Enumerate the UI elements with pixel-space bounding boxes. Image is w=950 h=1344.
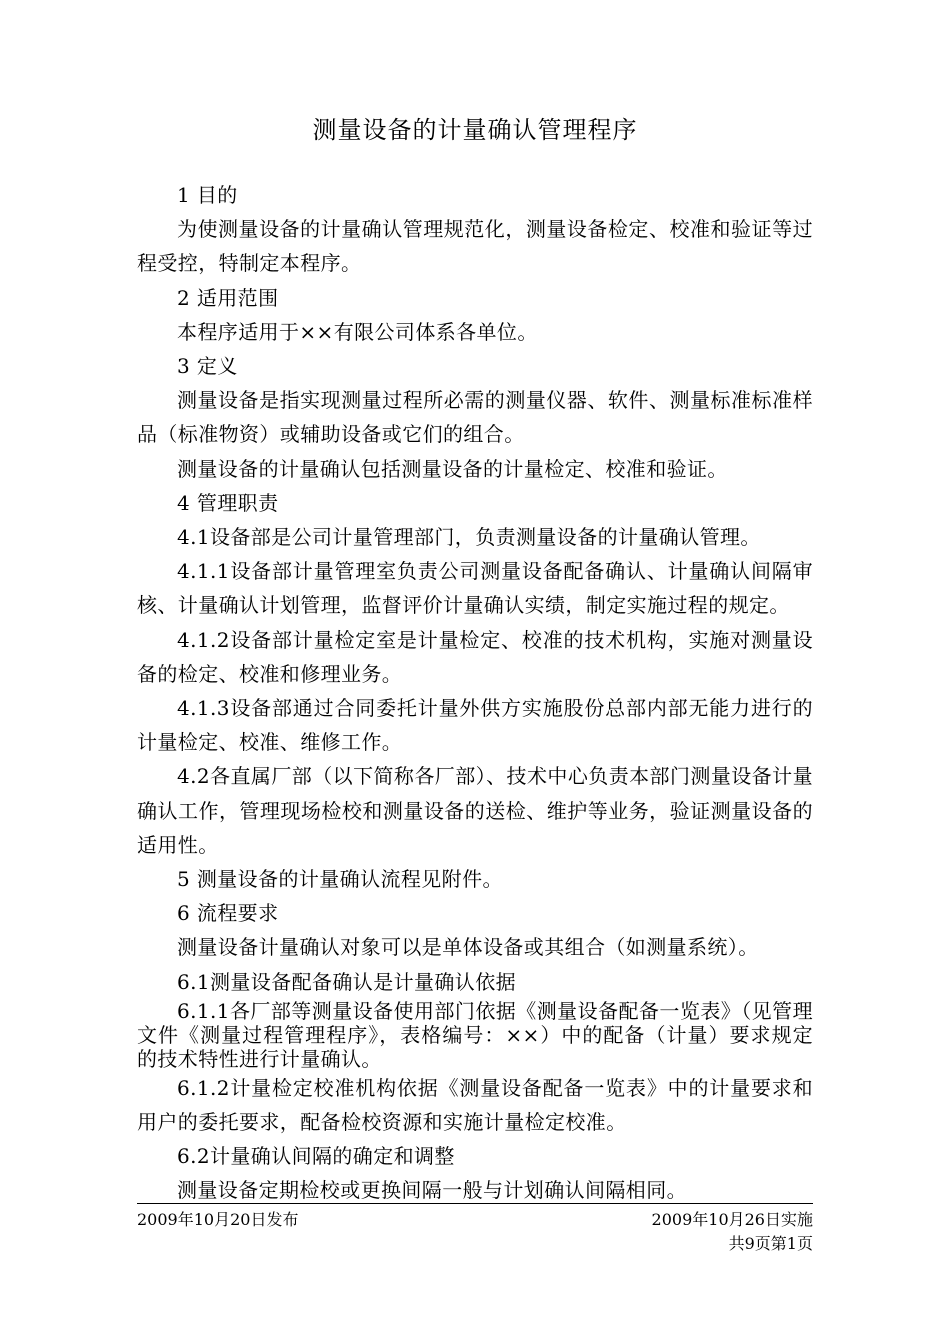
paragraph-4-1-3: 4.1.3设备部通过合同委托计量外供方实施股份总部内部无能力进行的计量检定、校准、维修工作。 [137,696,813,755]
paragraph-definition-1: 测量设备是指实现测量过程所必需的测量仪器、软件、测量标准标准样品（标准物资）或辅助设备或它们的组合。 [137,388,813,447]
paragraph-definition-2: 测量设备的计量确认包括测量设备的计量检定、校准和验证。 [177,456,728,481]
document-title: 测量设备的计量确认管理程序 [312,116,638,144]
paragraph-4-2: 4.2各直属厂部（以下简称各厂部）、技术中心负责本部门测量设备计量确认工作，管理现场检校和测量设备的送检、维护等业务，验证测量设备的适用性。 [137,764,813,857]
paragraph-4-1: 4.1设备部是公司计量管理部门，负责测量设备的计量确认管理。 [177,525,761,550]
footer-divider [137,1203,813,1204]
section-heading-responsibility: 4 管理职责 [177,490,279,515]
paragraph-6-2: 6.2计量确认间隔的确定和调整 [177,1144,455,1169]
paragraph-scope: 本程序适用于××有限公司体系各单位。 [177,319,538,344]
page-number: 共9页第1页 [728,1234,813,1253]
paragraph-4-1-2: 4.1.2设备部计量检定室是计量检定、校准的技术机构，实施对测量设备的检定、校准和修理业务。 [137,627,813,686]
effective-date: 2009年10月26日实施 [651,1210,813,1229]
section-heading-definition: 3 定义 [177,354,238,379]
footer [137,1208,813,1256]
paragraph-6-1-2: 6.1.2计量检定校准机构依据《测量设备配备一览表》中的计量要求和用户的委托要求，配备检校资源和实施计量检定校准。 [137,1075,813,1135]
document-body [137,178,813,1208]
paragraph-purpose: 为使测量设备的计量确认管理规范化，测量设备检定、校准和验证等过程受控，特制定本程序。 [137,217,813,276]
footer-dates [137,1208,813,1232]
paragraph-6-1: 6.1测量设备配备确认是计量确认依据 [177,969,517,994]
section-heading-scope: 2 适用范围 [177,285,279,310]
paragraph-6-1-1: 6.1.1各厂部等测量设备使用部门依据《测量设备配备一览表》（见管理文件《测量过程管理程序》，表格编号：××）中的配备（计量）要求规定的技术特性进行计量确认。 [137,998,813,1071]
issue-date: 2009年10月20日发布 [137,1210,299,1229]
paragraph-6-2-text: 测量设备定期检校或更换间隔一般与计划确认间隔相同。 [177,1178,687,1203]
paragraph-requirements: 测量设备计量确认对象可以是单体设备或其组合（如测量系统）。 [177,935,759,960]
section-heading-requirements: 6 流程要求 [177,901,279,926]
section-heading-flow: 5 测量设备的计量确认流程见附件。 [177,867,503,892]
section-heading-purpose: 1 目的 [177,183,238,207]
paragraph-4-1-1: 4.1.1设备部计量管理室负责公司测量设备配备确认、计量确认间隔审核、计量确认计划管理，监督评价计量确认实绩，制定实施过程的规定。 [137,559,813,618]
